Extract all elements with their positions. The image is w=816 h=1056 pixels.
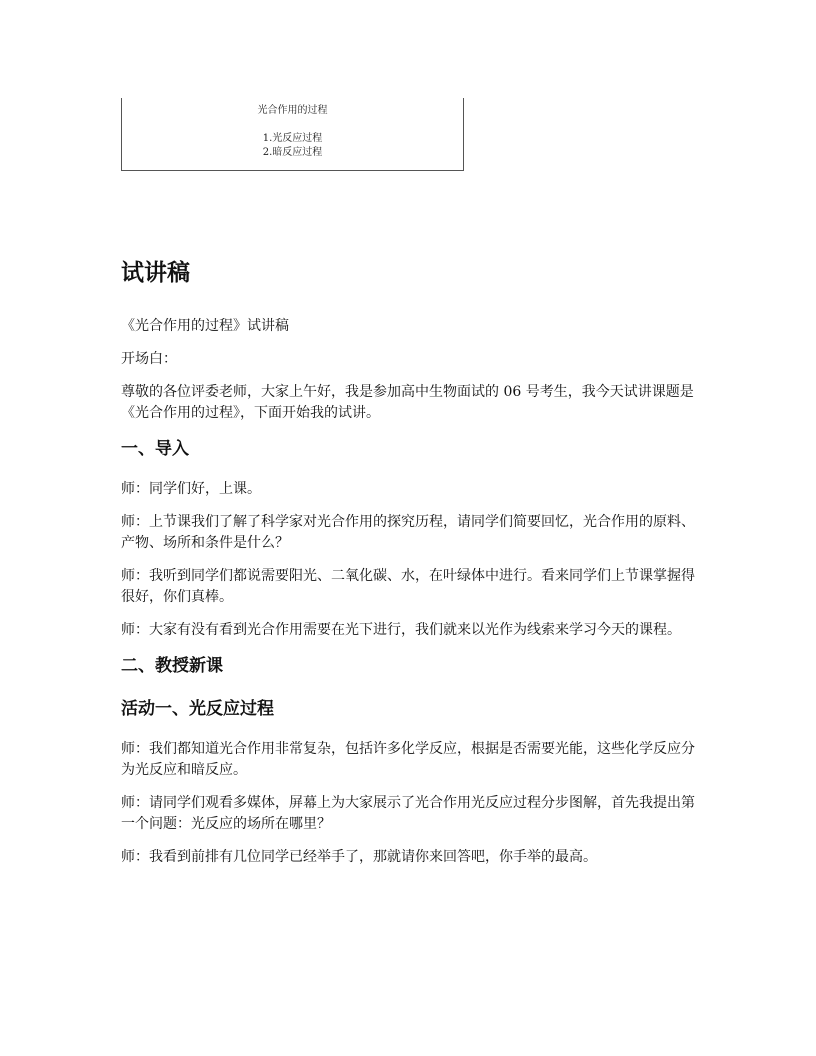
paragraph: 师：我们都知道光合作用非常复杂，包括许多化学反应，根据是否需要光能，这些化学反应分为光反应和暗反应。 xyxy=(121,741,695,778)
board-title: 光合作用的过程 xyxy=(257,105,328,116)
paragraph: 师：我听到同学们都说需要阳光、二氧化碳、水，在叶绿体中进行。看来同学们上节课掌握得很好，你们真棒。 xyxy=(121,568,695,605)
paragraph: 师：大家有没有看到光合作用需要在光下进行，我们就来以光作为线索来学习今天的课程。 xyxy=(121,622,681,638)
activity-heading: 活动一、光反应过程 xyxy=(121,699,274,719)
board-item: 1.光反应过程 xyxy=(262,133,323,144)
paragraph: 师：上节课我们了解了科学家对光合作用的探究历程，请同学们简要回忆，光合作用的原料、产物、场所和条件是什么？ xyxy=(121,514,695,551)
board-item: 2.暗反应过程 xyxy=(262,147,323,158)
section-heading-intro: 一、导入 xyxy=(121,439,189,459)
document-body xyxy=(121,256,701,880)
document-title: 试讲稿 xyxy=(121,260,190,286)
paragraph: 师：同学们好，上课。 xyxy=(121,481,261,497)
opening-paragraph: 尊敬的各位评委老师，大家上午好，我是参加高中生物面试的 06 号考生，我今天试讲课题是《光合作用的过程》，下面开始我的试讲。 xyxy=(121,384,694,421)
opening-label: 开场白： xyxy=(121,351,177,367)
document-subtitle: 《光合作用的过程》试讲稿 xyxy=(121,318,289,334)
blackboard-outline xyxy=(121,98,464,171)
paragraph: 师：请同学们观看多媒体，屏幕上为大家展示了光合作用光反应过程分步图解，首先我提出第一个问题：光反应的场所在哪里？ xyxy=(121,795,695,832)
paragraph: 师：我看到前排有几位同学已经举手了，那就请你来回答吧，你手举的最高。 xyxy=(121,849,597,865)
section-heading-new-lesson: 二、教授新课 xyxy=(121,656,223,676)
board-spacer xyxy=(122,118,463,132)
